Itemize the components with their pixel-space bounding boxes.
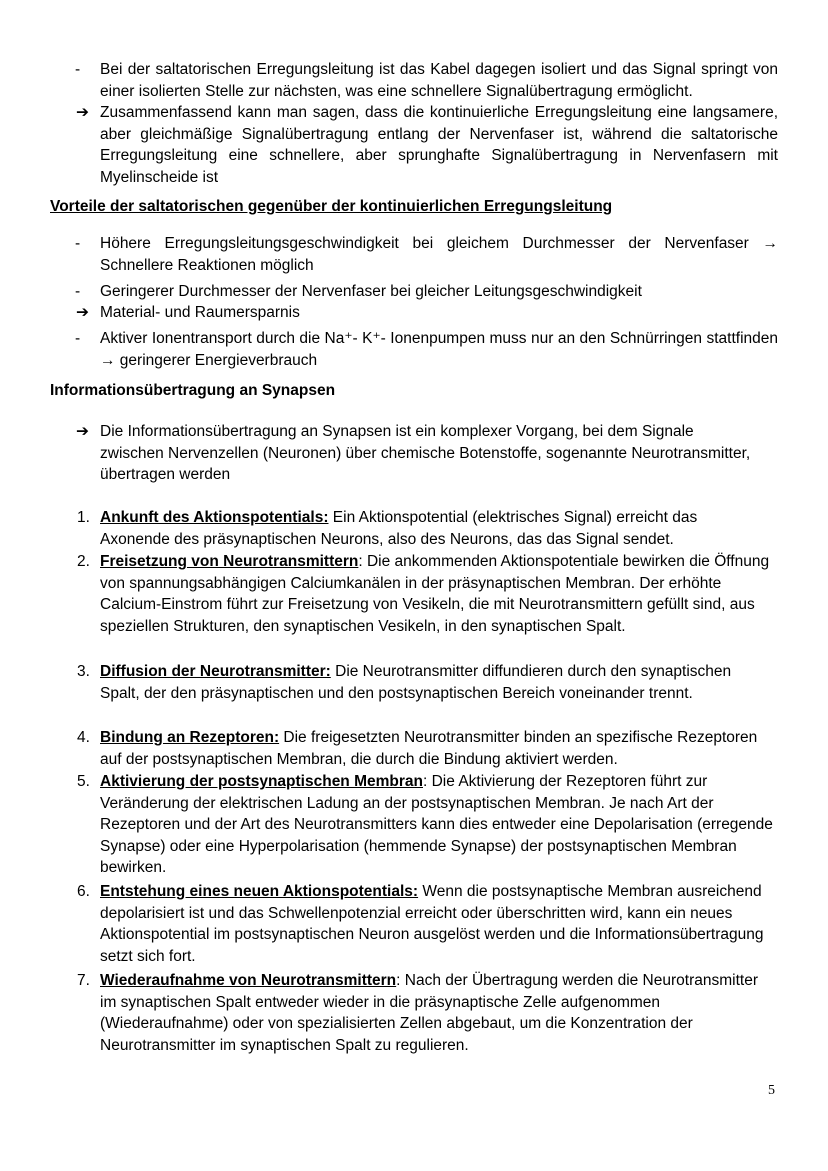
bullet-marker: -: [75, 330, 81, 347]
list-item-text: Zusammenfassend kann man sagen, dass die kontinuierliche Erregungsleitung eine langsamere, aber gleichmäßige Signalübertragung entlang der Nervenfaser ist, während die saltatorische Erregungsleitung eine schnellere, aber sprunghafte Signalübertragung in Nervenfasern mit Myelinscheide ist: [100, 104, 778, 186]
step-text: [100, 661, 740, 704]
list-item-text: Die Informationsübertragung an Synapsen ist ein komplexer Vorgang, bei dem Signale zwischen Nervenzellen (Neuronen) über chemische Botenstoffe, sogenannte Neurotransmitter, übertragen werden: [100, 423, 751, 483]
bullet-marker: -: [75, 283, 81, 300]
list-item-text: Bei der saltatorischen Erregungsleitung ist das Kabel dagegen isoliert und das Signal springt von einer isolierten Stelle zur nächsten, was eine schnellere Signalübertragung ermöglicht.: [100, 61, 778, 100]
step-text: [100, 727, 770, 770]
step-title: Freisetzung von Neurotransmittern: [100, 553, 359, 570]
step-text: [100, 970, 760, 1056]
step-number: 6.: [77, 883, 90, 900]
step-title: Diffusion der Neurotransmitter:: [100, 663, 331, 680]
step-body: Ein Aktionspotential (elektrisches Signal) erreicht das Axonende des präsynaptischen Neurons, also des Neurons, das das Signal sendet.: [100, 509, 698, 548]
list-item-text: Aktiver Ionentransport durch die Na⁺- K⁺- Ionenpumpen muss nur an den Schnürringen stattfinden → geringerer Energieverbrauch: [100, 330, 778, 369]
step-title: Ankunft des Aktionspotentials:: [100, 509, 329, 526]
step-body: : Die ankommenden Aktionspotentiale bewirken die Öffnung von spannungsabhängigen Calciumkanälen in der präsynaptischen Membran. Der erhöhte Calcium-Einstrom führt zur Freisetzung von Vesikeln, die mit Neurotransmittern gefüllt sind, aus speziellen Strukturen, den synaptischen Vesikeln, in den synaptischen Spalt.: [100, 553, 770, 635]
list-item-text: Geringerer Durchmesser der Nervenfaser bei gleicher Leitungsgeschwindigkeit: [100, 283, 642, 300]
step-title: Aktivierung der postsynaptischen Membran: [100, 773, 423, 790]
step-title: Bindung an Rezeptoren:: [100, 729, 280, 746]
arrow-icon: ➔: [76, 423, 89, 440]
step-number: 7.: [77, 972, 90, 989]
step-body: Die Neurotransmitter diffundieren durch den synaptischen Spalt, der den präsynaptischen und den postsynaptischen Bereich voneinander trennt.: [100, 663, 732, 702]
step-text: [100, 551, 778, 637]
list-item-text: Material- und Raumersparnis: [100, 304, 300, 321]
step-text: [100, 881, 778, 967]
arrow-icon: ➔: [76, 104, 89, 121]
section-heading: Informationsübertragung an Synapsen: [50, 382, 336, 399]
arrow-icon: ➔: [76, 304, 89, 321]
step-number: 1.: [77, 509, 90, 526]
page-number: 5: [768, 1083, 775, 1098]
step-number: 2.: [77, 553, 90, 570]
step-number: 5.: [77, 773, 90, 790]
step-text: [100, 771, 778, 879]
step-body: : Die Aktivierung der Rezeptoren führt zur Veränderung der elektrischen Ladung an der postsynaptischen Membran. Je nach Art der Rezeptoren und der Art des Neurotransmitters kann dies entweder eine Depolarisation (erregende Synapse) oder eine Hyperpolarisation (hemmende Synapse) der postsynaptischen Membran bewirken.: [100, 773, 773, 876]
step-title: Entstehung eines neuen Aktionspotentials:: [100, 883, 419, 900]
step-body: : Nach der Übertragung werden die Neurotransmitter im synaptischen Spalt entweder wieder in die präsynaptische Zelle aufgenommen (Wiederaufnahme) oder von spezialisierten Zellen abgebaut, um die Konzentration der Neurotransmitter im synaptischen Spalt zu regulieren.: [100, 972, 758, 1054]
bullet-marker: -: [75, 235, 81, 252]
step-number: 4.: [77, 729, 90, 746]
step-text: [100, 507, 770, 550]
step-title: Wiederaufnahme von Neurotransmittern: [100, 972, 397, 989]
step-body: Wenn die postsynaptische Membran ausreichend depolarisiert ist und das Schwellenpotenzial erreicht oder überschritten wird, kann ein neues Aktionspotential im postsynaptischen Neuron ausgelöst werden und die Informationsübertragung setzt sich fort.: [100, 883, 764, 965]
section-heading: Vorteile der saltatorischen gegenüber der kontinuierlichen Erregungsleitung: [50, 198, 613, 215]
list-item-text: Höhere Erregungsleitungsgeschwindigkeit bei gleichem Durchmesser der Nervenfaser → Schnellere Reaktionen möglich: [100, 235, 778, 274]
step-body: Die freigesetzten Neurotransmitter binden an spezifische Rezeptoren auf der postsynaptischen Membran, die durch die Bindung aktiviert werden.: [100, 729, 758, 768]
step-number: 3.: [77, 663, 90, 680]
bullet-marker: -: [75, 61, 81, 78]
